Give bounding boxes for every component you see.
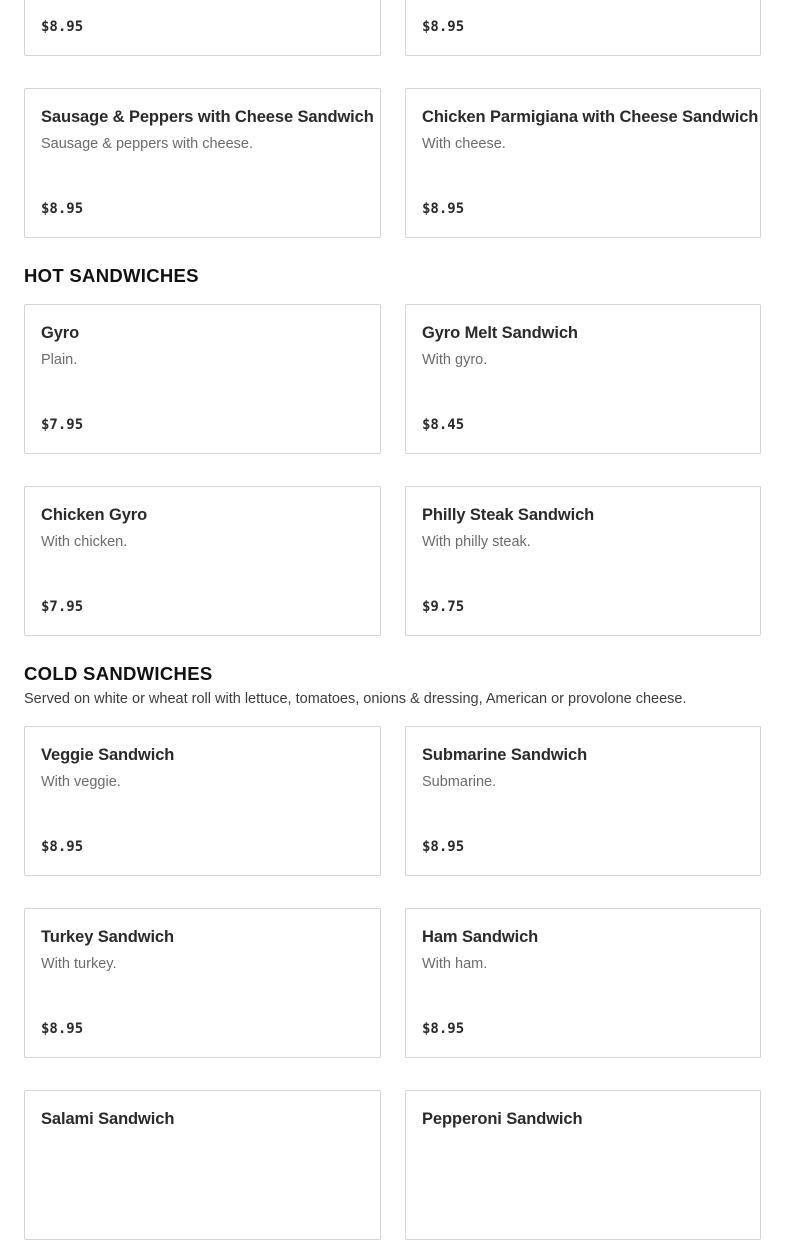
menu-item-price: $8.95 (422, 19, 465, 35)
menu-item-name: Philly Steak Sandwich (422, 506, 595, 524)
menu-item-price: $8.95 (422, 201, 465, 217)
section-subtitle-cold-sandwiches: Served on white or wheat roll with lettuce, tomatoes, onions & dressing, American or provolone cheese. (24, 691, 687, 707)
menu-item-description: With ham. (422, 956, 488, 972)
menu-item-name: Salami Sandwich (41, 1110, 175, 1128)
menu-item-card[interactable] (24, 726, 381, 876)
menu-item-price: $8.95 (422, 839, 465, 855)
menu-item-price: $8.95 (41, 201, 84, 217)
menu-item-description: Submarine. (422, 774, 497, 790)
menu-item-price: $7.95 (41, 417, 84, 433)
menu-item-card[interactable] (405, 0, 761, 56)
menu-item-description: With turkey. (41, 956, 117, 972)
section-heading-cold-sandwiches: COLD SANDWICHES (24, 663, 213, 684)
menu-item-price: $8.95 (422, 1021, 465, 1037)
menu-item-card[interactable] (405, 486, 761, 636)
menu-item-card[interactable] (405, 726, 761, 876)
menu-item-description: With cheese. (422, 136, 506, 152)
menu-item-description: With philly steak. (422, 534, 531, 550)
menu-item-description: With chicken. (41, 534, 128, 550)
section-heading-hot-sandwiches: HOT SANDWICHES (24, 265, 199, 286)
menu-item-grid-hot (24, 304, 761, 636)
menu-item-description: Plain. (41, 352, 78, 368)
menu-item-price: $7.95 (41, 599, 84, 615)
menu-item-card[interactable] (405, 88, 761, 238)
menu-item-card[interactable] (24, 304, 381, 454)
menu-item-name: Pepperoni Sandwich (422, 1110, 583, 1128)
menu-item-price: $8.95 (41, 19, 84, 35)
menu-item-name: Ham Sandwich (422, 928, 539, 946)
menu-item-name: Chicken Gyro (41, 506, 148, 524)
menu-item-card[interactable] (24, 486, 381, 636)
menu-item-description: With gyro. (422, 352, 488, 368)
menu-item-price: $8.95 (41, 1021, 84, 1037)
menu-item-grid-cold (24, 726, 761, 1240)
menu-page (24, 0, 761, 1240)
menu-item-card[interactable] (405, 1090, 761, 1240)
menu-item-name: Sausage & Peppers with Cheese Sandwich (41, 108, 374, 126)
menu-item-card[interactable] (24, 0, 381, 56)
menu-item-price: $9.75 (422, 599, 465, 615)
menu-item-name: Gyro (41, 324, 80, 342)
menu-item-name: Veggie Sandwich (41, 746, 175, 764)
menu-item-description: Sausage & peppers with cheese. (41, 136, 253, 152)
menu-item-name: Chicken Parmigiana with Cheese Sandwich (422, 108, 759, 126)
menu-item-description: With veggie. (41, 774, 121, 790)
menu-item-name: Turkey Sandwich (41, 928, 174, 946)
menu-item-card[interactable] (24, 908, 381, 1058)
menu-item-card[interactable] (405, 304, 761, 454)
menu-item-name: Submarine Sandwich (422, 746, 588, 764)
menu-item-card[interactable] (24, 1090, 381, 1240)
menu-item-price: $8.95 (41, 839, 84, 855)
menu-item-grid-top (24, 0, 761, 238)
menu-item-name: Gyro Melt Sandwich (422, 324, 578, 342)
menu-item-price: $8.45 (422, 417, 465, 433)
menu-item-card[interactable] (24, 88, 381, 238)
menu-item-card[interactable] (405, 908, 761, 1058)
